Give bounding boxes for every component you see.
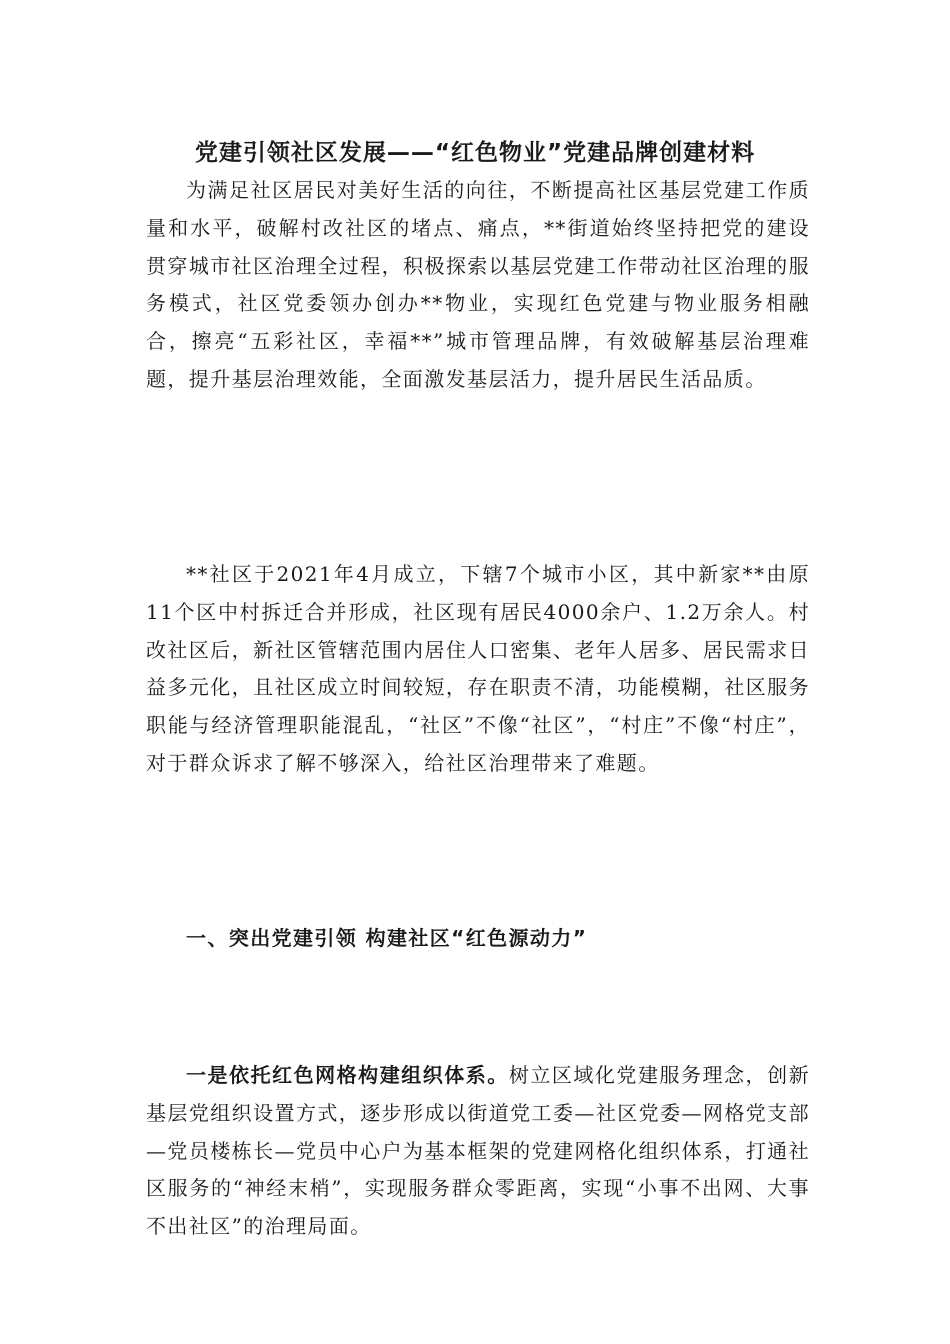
paragraph-section-one	[146, 1057, 810, 1246]
section-heading: 一、突出党建引领 构建社区“红色源动力”	[186, 926, 588, 950]
document-title: 党建引领社区发展——“红色物业”党建品牌创建材料	[194, 140, 756, 166]
paragraph-body-text: 树立区域化党建服务理念，创新基层党组织设置方式，逐步形成以街道党工委—社区党委—网格党支部—党员楼栋长—党员中心户为基本框架的党建网格化组织体系，打通社区服务的“神经末梢”，实现服务群众零距离，实现“小事不出网、大事不出社区”的治理局面。	[146, 1063, 811, 1239]
paragraph-lead-phrase: 一是依托红色网格构建组织体系。	[186, 1063, 509, 1087]
paragraph-intro: 为满足社区居民对美好生活的向往，不断提高社区基层党建工作质量和水平，破解村改社区的堵点、痛点，**街道始终坚持把党的建设贯穿城市社区治理全过程，积极探索以基层党建工作带动社区治理的服务模式，社区党委领办创办**物业，实现红色党建与物业服务相融合，擦亮“五彩社区，幸福**”城市管理品牌，有效破解基层治理难题，提升基层治理效能，全面激发基层活力，提升居民生活品质。	[146, 178, 810, 391]
paragraph-community-background: **社区于2021年4月成立，下辖7个城市小区，其中新家**由原11个区中村拆迁合并形成，社区现有居民4000余户、1.2万余人。村改社区后，新社区管辖范围内居住人口密集、老年人居多、居民需求日益多元化，且社区成立时间较短，存在职责不清，功能模糊，社区服务职能与经济管理职能混乱，“社区”不像“社区”，“村庄”不像“村庄”，对于群众诉求了解不够深入，给社区治理带来了难题。	[146, 562, 810, 775]
